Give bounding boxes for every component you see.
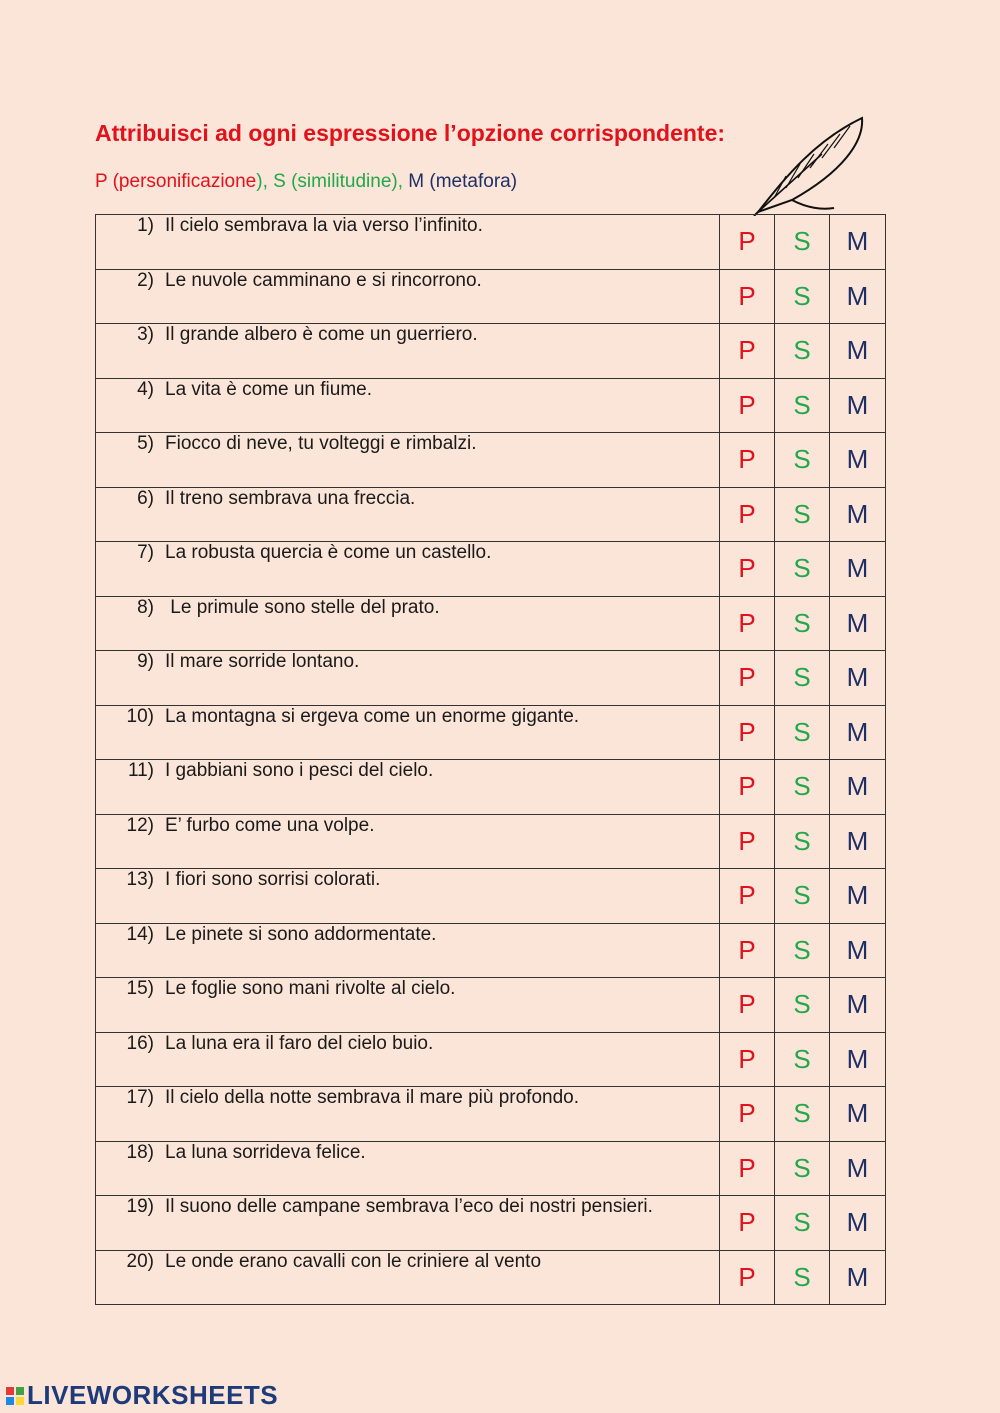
- item-text: La vita è come un fiume.: [165, 378, 372, 400]
- phrase-cell: [96, 651, 720, 706]
- item-number: 11): [127, 760, 154, 781]
- table-row: [96, 760, 886, 815]
- option-s[interactable]: S: [775, 269, 830, 324]
- legend-m: M (metafora): [408, 171, 518, 192]
- option-s[interactable]: S: [775, 215, 830, 270]
- option-s[interactable]: S: [775, 542, 830, 597]
- option-s[interactable]: S: [775, 651, 830, 706]
- phrase-cell: [96, 269, 720, 324]
- item-text: E’ furbo come una volpe.: [165, 814, 375, 836]
- phrase-cell: [96, 433, 720, 488]
- legend: [95, 171, 517, 193]
- option-m[interactable]: M: [830, 1032, 886, 1087]
- phrase-cell: [96, 487, 720, 542]
- phrase-cell: [96, 869, 720, 924]
- option-m[interactable]: M: [830, 269, 886, 324]
- phrase-cell: [96, 1196, 720, 1251]
- item-number: 16): [126, 1032, 154, 1054]
- item-text: Il suono delle campane sembrava l’eco dei nostri pensieri.: [165, 1196, 653, 1217]
- footer-brand: [6, 1380, 278, 1411]
- option-s[interactable]: S: [775, 814, 830, 869]
- table-row: [96, 705, 886, 760]
- item-number: 8): [137, 596, 154, 618]
- option-m[interactable]: M: [830, 215, 886, 270]
- item-text: Il cielo della notte sembrava il mare più profondo.: [165, 1087, 580, 1108]
- table-row: [96, 651, 886, 706]
- option-s[interactable]: S: [775, 760, 830, 815]
- item-text: La montagna si ergeva come un enorme gigante.: [165, 705, 580, 727]
- exercise-table: [95, 214, 886, 1305]
- option-p[interactable]: P: [720, 869, 775, 924]
- phrase-cell: [96, 1141, 720, 1196]
- item-text: I fiori sono sorrisi colorati.: [165, 869, 381, 890]
- phrase-cell: [96, 324, 720, 379]
- phrase-cell: [96, 215, 720, 270]
- legend-separator: ),: [256, 171, 268, 192]
- option-m[interactable]: M: [830, 705, 886, 760]
- item-number: 12): [126, 814, 154, 836]
- option-p[interactable]: P: [720, 1141, 775, 1196]
- option-m[interactable]: M: [830, 760, 886, 815]
- option-s[interactable]: S: [775, 1087, 830, 1142]
- option-m[interactable]: M: [830, 1087, 886, 1142]
- phrase-cell: [96, 760, 720, 815]
- item-text: Le nuvole camminano e si rincorrono.: [165, 269, 482, 291]
- option-p[interactable]: P: [720, 651, 775, 706]
- phrase-cell: [96, 596, 720, 651]
- option-p[interactable]: P: [720, 324, 775, 379]
- item-text: I gabbiani sono i pesci del cielo.: [165, 760, 434, 781]
- quill-pen-icon: [752, 112, 872, 216]
- option-p[interactable]: P: [720, 378, 775, 433]
- table-row: [96, 1032, 886, 1087]
- option-p[interactable]: P: [720, 978, 775, 1033]
- item-text: Il grande albero è come un guerriero.: [165, 324, 478, 345]
- item-text: Il cielo sembrava la via verso l’infinito.: [165, 215, 483, 236]
- item-text: Le foglie sono mani rivolte al cielo.: [165, 978, 456, 999]
- liveworksheets-logo-icon: [6, 1387, 24, 1405]
- table-row: [96, 433, 886, 488]
- table-row: [96, 814, 886, 869]
- option-s[interactable]: S: [775, 487, 830, 542]
- phrase-cell: [96, 1032, 720, 1087]
- option-s[interactable]: S: [775, 923, 830, 978]
- option-s[interactable]: S: [775, 705, 830, 760]
- table-row: [96, 269, 886, 324]
- option-p[interactable]: P: [720, 705, 775, 760]
- table-row: [96, 1087, 886, 1142]
- option-m[interactable]: M: [830, 814, 886, 869]
- option-p[interactable]: P: [720, 215, 775, 270]
- item-number: 15): [126, 978, 154, 999]
- phrase-cell: [96, 923, 720, 978]
- page-title: Attribuisci ad ogni espressione l’opzione corrispondente:: [95, 120, 726, 146]
- option-s[interactable]: S: [775, 1032, 830, 1087]
- item-number: 13): [126, 869, 154, 890]
- option-p[interactable]: P: [720, 487, 775, 542]
- option-p[interactable]: P: [720, 269, 775, 324]
- option-p[interactable]: P: [720, 923, 775, 978]
- table-row: [96, 1250, 886, 1305]
- option-m[interactable]: M: [830, 433, 886, 488]
- table-row: [96, 978, 886, 1033]
- phrase-cell: [96, 542, 720, 597]
- table-row: [96, 869, 886, 924]
- phrase-cell: [96, 814, 720, 869]
- item-number: 1): [137, 215, 154, 236]
- item-text: Le primule sono stelle del prato.: [165, 596, 440, 618]
- table-row: [96, 215, 886, 270]
- item-text: Le onde erano cavalli con le criniere al vento: [165, 1250, 542, 1272]
- table-row: [96, 923, 886, 978]
- option-m[interactable]: M: [830, 923, 886, 978]
- option-m[interactable]: M: [830, 1196, 886, 1251]
- item-text: La luna sorrideva felice.: [165, 1141, 366, 1163]
- option-s[interactable]: S: [775, 324, 830, 379]
- option-s[interactable]: S: [775, 1141, 830, 1196]
- option-p[interactable]: P: [720, 542, 775, 597]
- option-s[interactable]: S: [775, 869, 830, 924]
- table-row: [96, 378, 886, 433]
- phrase-cell: [96, 978, 720, 1033]
- table-row: [96, 542, 886, 597]
- option-p[interactable]: P: [720, 760, 775, 815]
- item-number: 3): [137, 324, 154, 345]
- option-s[interactable]: S: [775, 1196, 830, 1251]
- item-text: Fiocco di neve, tu volteggi e rimbalzi.: [165, 433, 477, 454]
- brand-name: LIVEWORKSHEETS: [27, 1380, 279, 1410]
- option-p[interactable]: P: [720, 814, 775, 869]
- phrase-cell: [96, 705, 720, 760]
- item-text: La luna era il faro del cielo buio.: [165, 1032, 434, 1054]
- option-s[interactable]: S: [775, 378, 830, 433]
- item-number: 6): [137, 487, 154, 509]
- option-p[interactable]: P: [720, 1196, 775, 1251]
- option-p[interactable]: P: [720, 433, 775, 488]
- legend-s: S (similitudine),: [273, 171, 404, 192]
- table-row: [96, 1196, 886, 1251]
- item-number: 19): [126, 1196, 154, 1217]
- option-s[interactable]: S: [775, 433, 830, 488]
- option-m[interactable]: M: [830, 1141, 886, 1196]
- option-p[interactable]: P: [720, 596, 775, 651]
- option-m[interactable]: M: [830, 487, 886, 542]
- item-number: 18): [126, 1141, 154, 1163]
- table-row: [96, 487, 886, 542]
- option-p[interactable]: P: [720, 1250, 775, 1305]
- item-number: 2): [137, 269, 154, 291]
- option-m[interactable]: M: [830, 378, 886, 433]
- option-p[interactable]: P: [720, 1032, 775, 1087]
- option-p[interactable]: P: [720, 1087, 775, 1142]
- option-m[interactable]: M: [830, 978, 886, 1033]
- table-row: [96, 324, 886, 379]
- option-m[interactable]: M: [830, 651, 886, 706]
- option-m[interactable]: M: [830, 869, 886, 924]
- option-s[interactable]: S: [775, 978, 830, 1033]
- option-m[interactable]: M: [830, 542, 886, 597]
- option-m[interactable]: M: [830, 596, 886, 651]
- item-text: Le pinete si sono addormentate.: [165, 923, 437, 945]
- phrase-cell: [96, 1250, 720, 1305]
- option-s[interactable]: S: [775, 596, 830, 651]
- item-number: 17): [126, 1087, 154, 1108]
- item-number: 9): [137, 651, 154, 672]
- item-text: Il treno sembrava una freccia.: [165, 487, 416, 509]
- item-text: La robusta quercia è come un castello.: [165, 542, 492, 563]
- item-number: 20): [126, 1250, 154, 1272]
- legend-p: P (personificazione: [95, 171, 257, 192]
- item-number: 5): [137, 433, 154, 454]
- phrase-cell: [96, 378, 720, 433]
- table-row: [96, 596, 886, 651]
- phrase-cell: [96, 1087, 720, 1142]
- item-text: Il mare sorride lontano.: [165, 651, 360, 672]
- item-number: 10): [126, 705, 154, 727]
- item-number: 4): [137, 378, 154, 400]
- option-s[interactable]: S: [775, 1250, 830, 1305]
- item-number: 14): [126, 923, 154, 945]
- option-m[interactable]: M: [830, 1250, 886, 1305]
- option-m[interactable]: M: [830, 324, 886, 379]
- item-number: 7): [137, 542, 154, 563]
- table-row: [96, 1141, 886, 1196]
